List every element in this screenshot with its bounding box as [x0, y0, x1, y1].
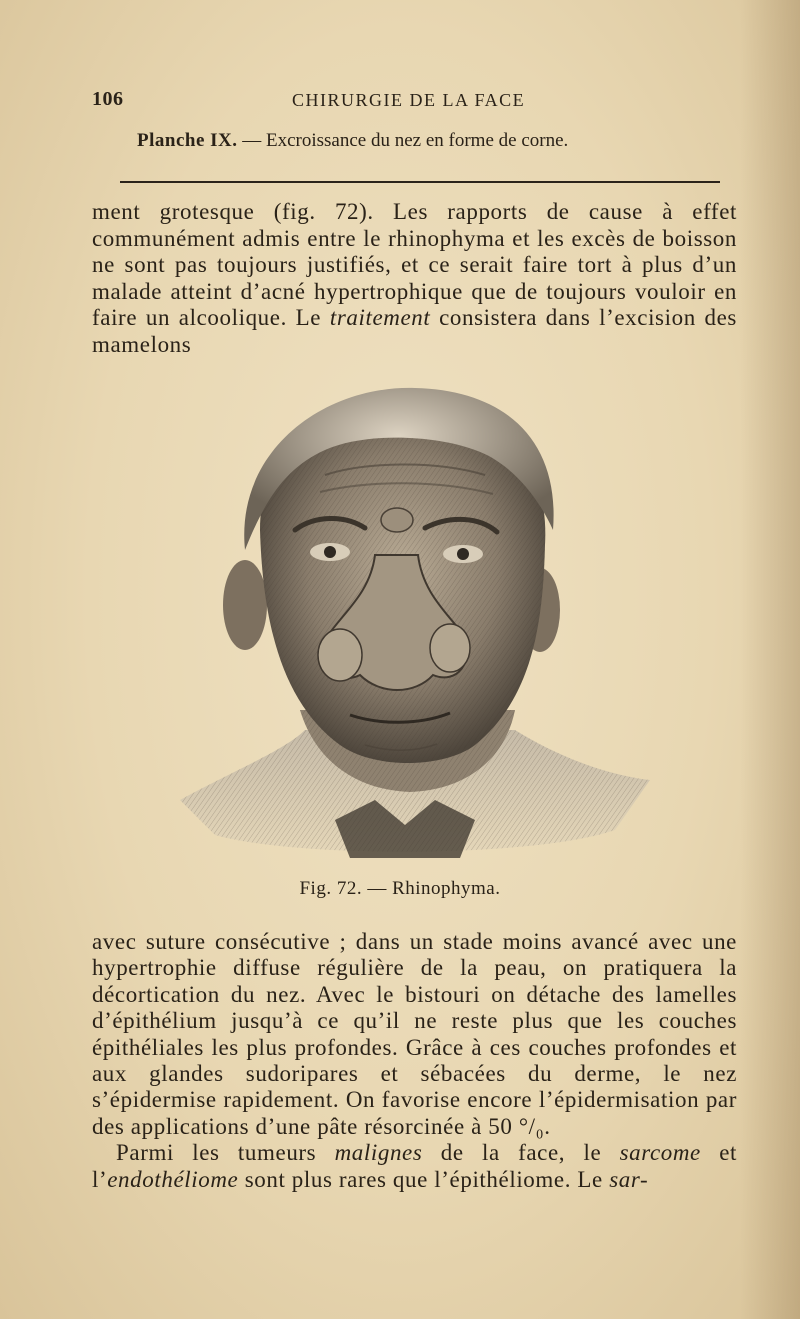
plate-label: Planche IX.	[137, 130, 238, 151]
top-paragraph-lead: Le	[295, 305, 330, 330]
plate-text: Excroissance du nez en forme de corne.	[266, 130, 569, 151]
emphasis-endotheliome: endothéliome	[107, 1166, 239, 1192]
portrait-engraving	[175, 380, 655, 865]
horizontal-rule	[120, 181, 720, 183]
running-title: CHIRURGIE DE LA FACE	[292, 90, 526, 110]
page-header	[92, 88, 742, 118]
top-paragraph	[92, 199, 737, 358]
bottom-paragraph-2-lead: Parmi les tumeurs	[116, 1140, 335, 1166]
figure-caption: Fig. 72. — Rhinophyma.	[299, 878, 501, 899]
bottom-paragraph-2-mid3: sont plus rares que l’épithéliome. Le	[238, 1166, 610, 1192]
bottom-paragraph-text: avec suture consécutive ; dans un stade moins avancé avec une hypertrophie diffuse régulière de la peau, on pratiquera la décortication du nez. Avec le bistouri on détache des lamelles d’épithélium jusqu’à ce qu’il ne reste plus que les couches épithéliales les plus profondes. Grâce à ces couches profondes et aux glandes sudoripares et sébacées du derme, le nez s’épidermise rapidement. On favorise encore l’épidermisation par des applications d’une pâte résorcinée à 50 °/₀.	[92, 929, 737, 1139]
emphasis-sarcome: sarcome	[619, 1140, 701, 1166]
bottom-paragraph	[92, 929, 737, 1193]
page-number: 106	[92, 88, 124, 110]
left-ear	[223, 560, 267, 650]
emphasis-traitement: traitement	[329, 305, 431, 330]
top-paragraph-text: ment grotesque (fig. 72). Les rapports de cause à effet communément admis entre le rhinophyma et les excès de boisson ne sont pas toujours justifiés, et ce serait faire tort à plus d’un malade atteint d’acné hypertrophique que de toujours vouloir en faire un alcoolique.	[92, 199, 737, 330]
bottom-paragraph-2-mid2: et l’	[92, 1140, 737, 1192]
page-edge-shadow	[740, 0, 800, 1319]
emphasis-sar: sar-	[609, 1166, 649, 1192]
emphasis-malignes: malignes	[334, 1140, 423, 1166]
bottom-paragraph-2-mid1: de la face, le	[422, 1140, 620, 1166]
plate-separator: —	[237, 130, 266, 151]
plate-caption	[137, 130, 568, 152]
portrait-figure	[175, 380, 655, 865]
top-paragraph-end: consistera dans l’excision des mamelons	[92, 305, 737, 357]
